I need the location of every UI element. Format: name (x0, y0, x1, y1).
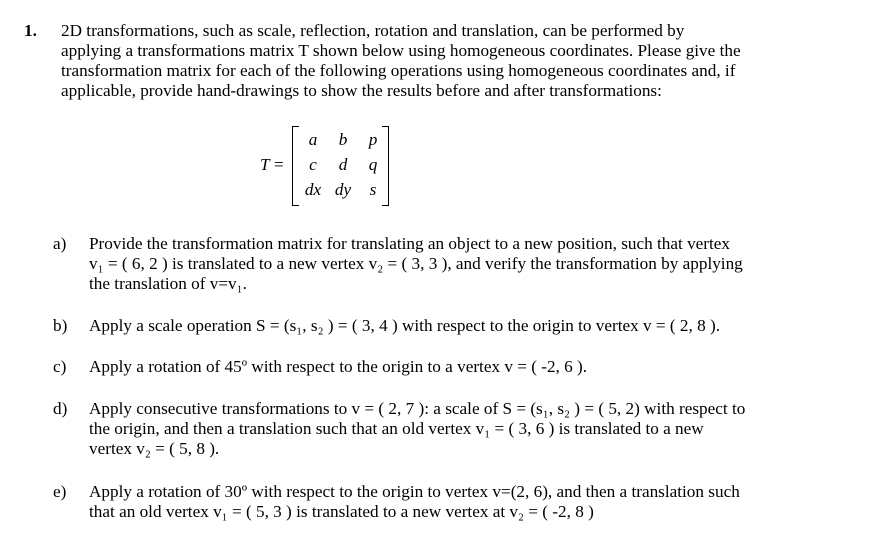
question-line: transformation matrix for each of the following operations using homogeneous coordinates and, if (61, 61, 736, 80)
part-body (89, 482, 740, 522)
matrix-equals: = (274, 155, 284, 174)
question-number: 1. (24, 21, 37, 40)
part-line: Apply consecutive transformations to v = ( 2, 7 ): a scale of S = (s₁, s₂ ) = ( 5, 2) with respect to (89, 399, 746, 418)
question-line: 2D transformations, such as scale, reflection, rotation and translation, can be performed by (61, 21, 685, 40)
matrix-label: T (260, 155, 270, 174)
matrix-cell: a (308, 130, 318, 149)
part-line: Apply a scale operation S = (s₁, s₂ ) = ( 3, 4 ) with respect to the origin to vertex v = ( 2, 8 ). (89, 316, 721, 335)
part-line: vertex v₂ = ( 5, 8 ). (89, 439, 220, 458)
part-line: Provide the transformation matrix for translating an object to a new position, such that vertex (89, 234, 731, 253)
matrix-cell: b (338, 130, 348, 149)
matrix-cell: p (368, 130, 378, 149)
transformation-matrix (252, 123, 412, 207)
question-text (61, 21, 861, 101)
part-label: c) (53, 357, 67, 376)
part-line: the translation of v=v₁. (89, 274, 247, 293)
matrix-cell: s (369, 180, 377, 199)
part-label: e) (53, 482, 67, 501)
matrix-cell: q (368, 155, 378, 174)
part-label: d) (53, 399, 68, 418)
part-body (89, 357, 587, 377)
part-line: Apply a rotation of 45º with respect to the origin to a vertex v = ( -2, 6 ). (89, 357, 588, 376)
part-label: a) (53, 234, 67, 253)
question-line: applying a transformations matrix T shown below using homogeneous coordinates. Please give the (61, 41, 741, 60)
part-body (89, 316, 720, 336)
matrix-cell: dx (304, 180, 322, 199)
part-label: b) (53, 316, 68, 335)
matrix-cell: c (309, 155, 317, 174)
matrix-cell: dy (334, 180, 352, 199)
part-body (89, 234, 743, 294)
part-line: Apply a rotation of 30º with respect to the origin to vertex v=(2, 6), and then a translation such (89, 482, 740, 501)
matrix-cell: d (338, 155, 348, 174)
question-line: applicable, provide hand-drawings to show the results before and after transformations: (61, 81, 662, 100)
part-body (89, 399, 745, 459)
part-line: the origin, and then a translation such that an old vertex v₁ = ( 3, 6 ) is translated to a new (89, 419, 704, 438)
part-line: that an old vertex v₁ = ( 5, 3 ) is translated to a new vertex at v₂ = ( -2, 8 ) (89, 502, 594, 521)
part-line: v₁ = ( 6, 2 ) is translated to a new vertex v₂ = ( 3, 3 ), and verify the transformation by applying (89, 254, 743, 273)
